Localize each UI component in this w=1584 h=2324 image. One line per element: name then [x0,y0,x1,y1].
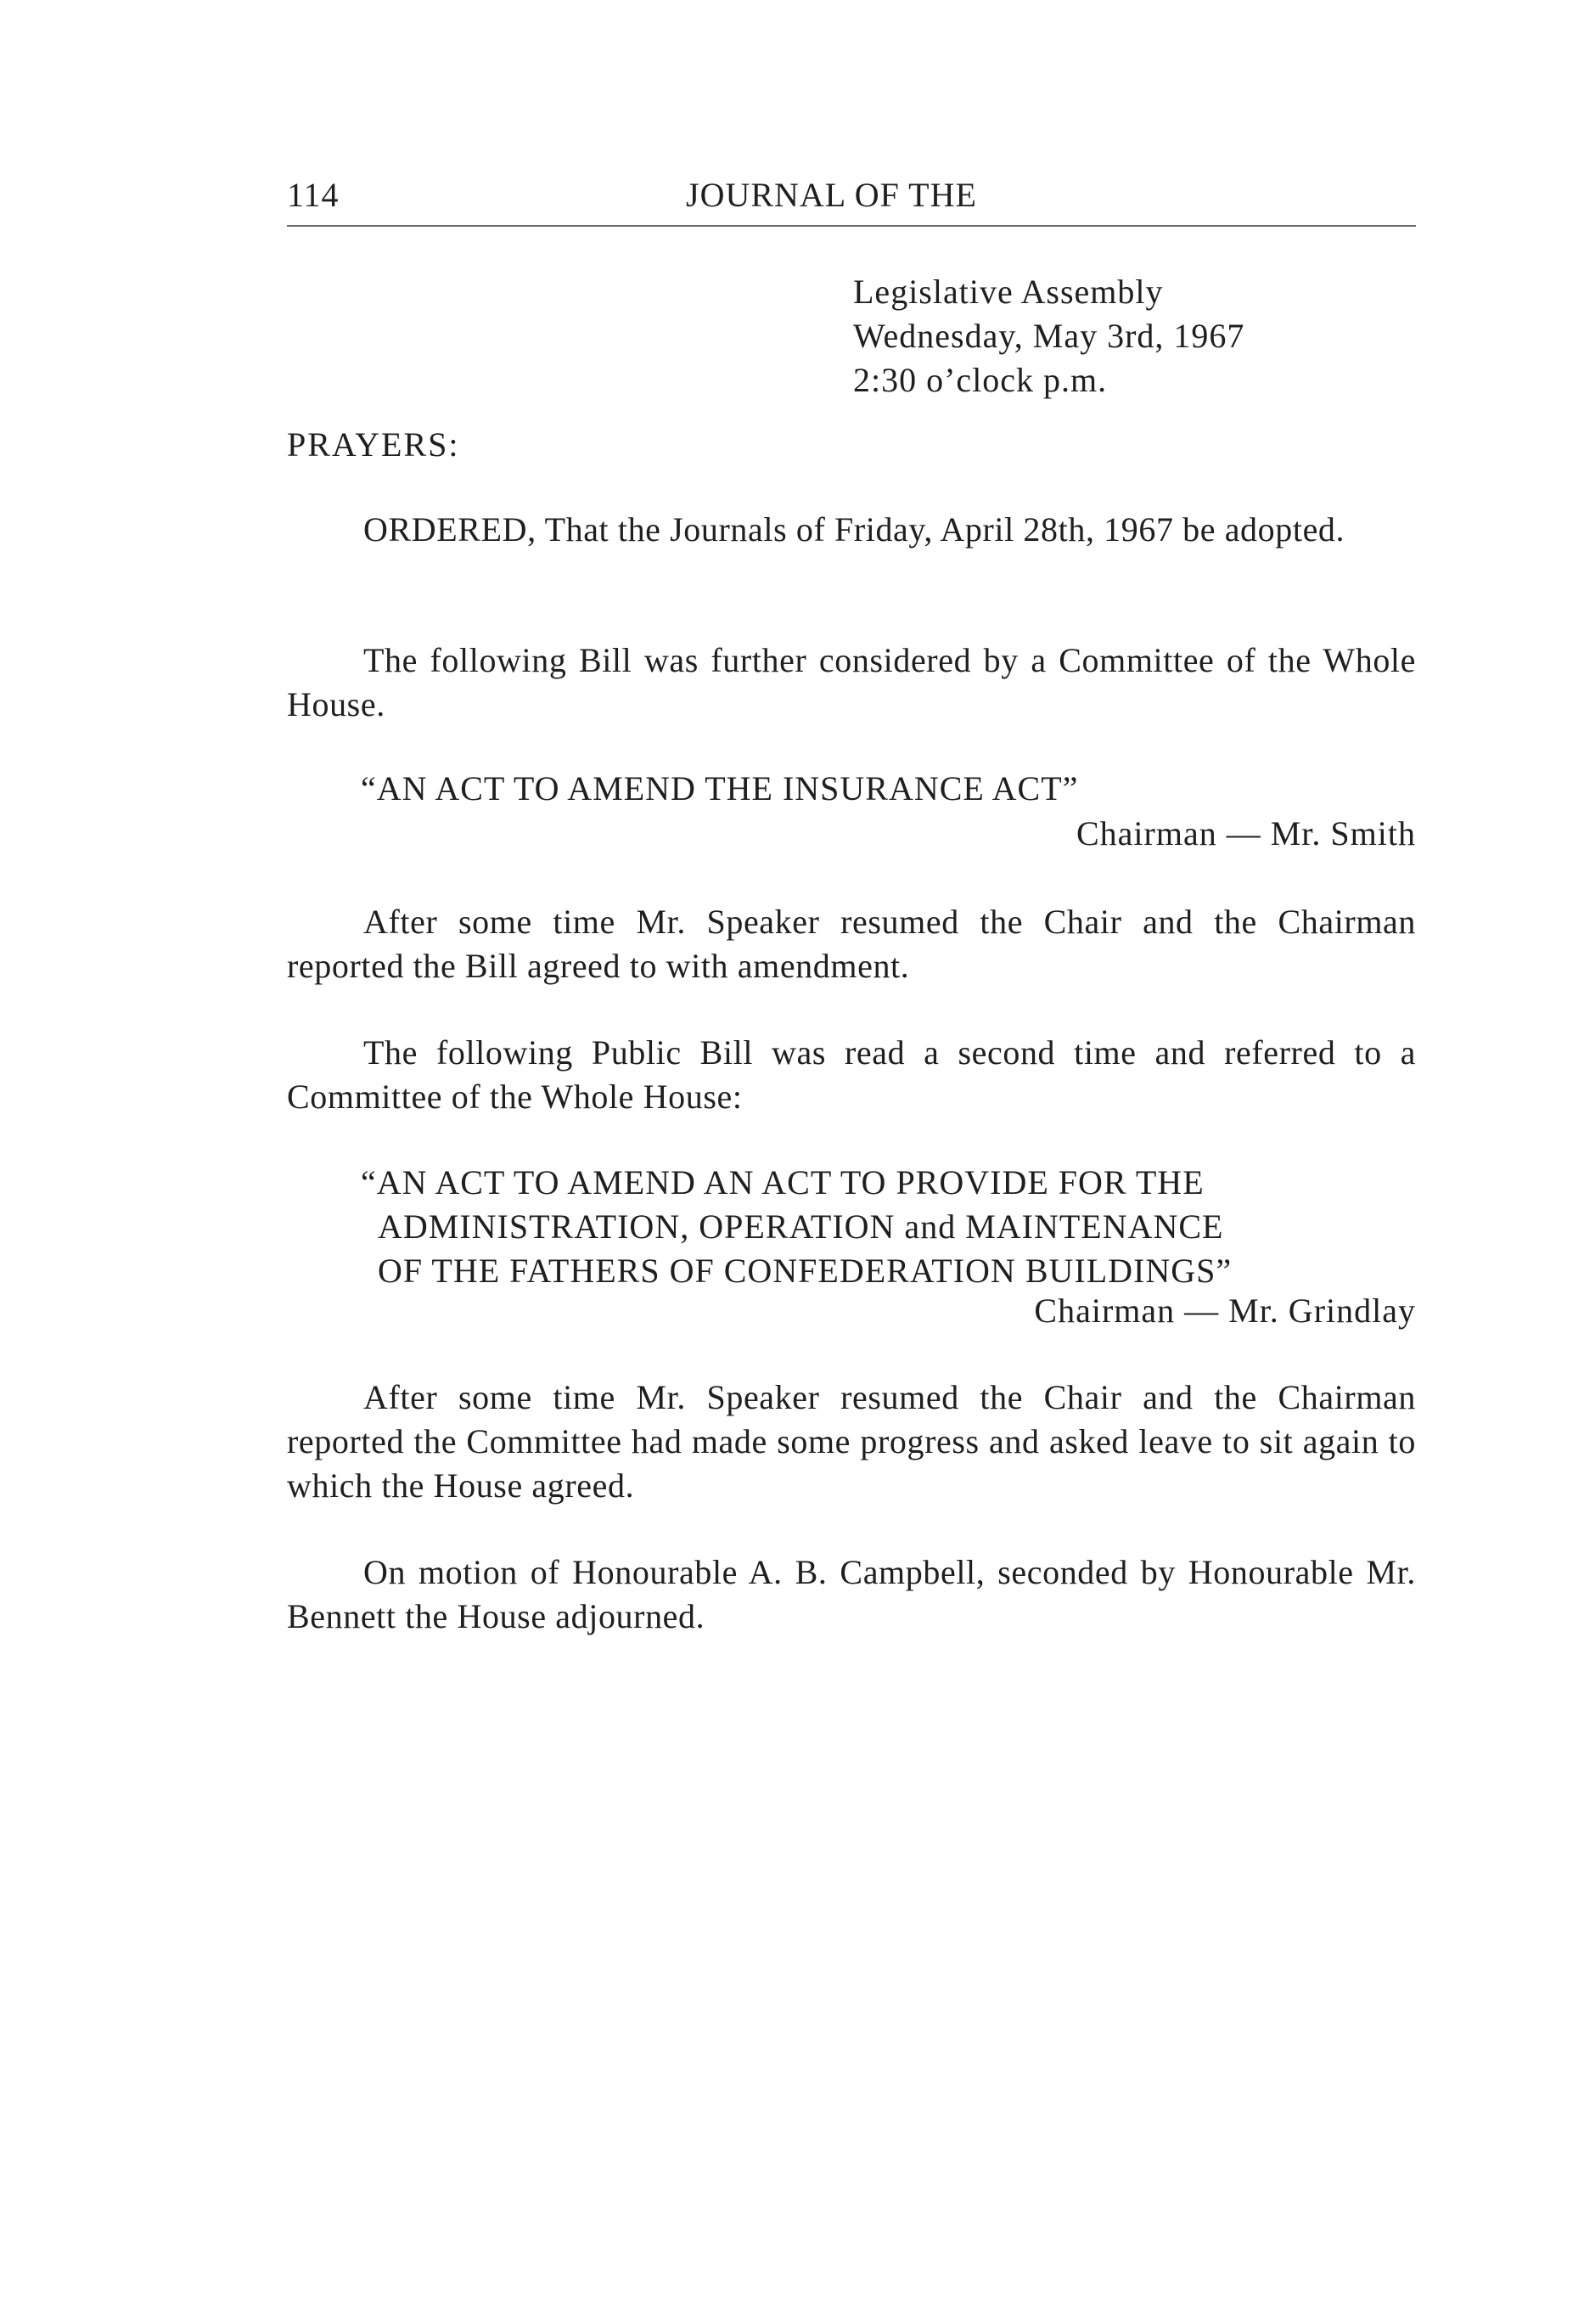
prayers-heading: PRAYERS: [287,425,460,464]
bill-title-fathers-of-confederation [361,1161,1416,1293]
bill-chairman-smith: Chairman — Mr. Smith [1076,814,1416,853]
second-reading-paragraph: The following Public Bill was read a second time and referred to a Committee of the Whole House: [287,1033,1416,1116]
page-number: 114 [287,176,340,214]
running-head: JOURNAL OF THE [686,176,977,214]
bill-title-line-2: ADMINISTRATION, OPERATION and MAINTENANCE [378,1207,1224,1246]
dateline [853,270,1244,402]
committee-intro-paragraph: The following Bill was further considered by a Committee of the Whole House. [287,641,1416,723]
header-rule [287,225,1416,227]
bill-title-line-3: OF THE FATHERS OF CONFEDERATION BUILDINGS” [378,1252,1233,1290]
bill-title-insurance-act: “AN ACT TO AMEND THE INSURANCE ACT” [361,769,1079,807]
ordered-paragraph: ORDERED, That the Journals of Friday, April 28th, 1967 be adopted. [363,510,1345,549]
dateline-assembly: Legislative Assembly [853,273,1164,311]
after-paragraph-2: After some time Mr. Speaker resumed the Chair and the Chairman reported the Committee had made some progress and asked leave to sit again to which the House agreed. [287,1378,1416,1505]
bill-title-line-1: “AN ACT TO AMEND AN ACT TO PROVIDE FOR THE [361,1163,1205,1201]
page-header [287,166,1416,217]
after-paragraph-1: After some time Mr. Speaker resumed the Chair and the Chairman reported the Bill agreed to with amendment. [287,903,1416,985]
dateline-date: Wednesday, May 3rd, 1967 [853,317,1245,355]
adjournment-paragraph: On motion of Honourable A. B. Campbell, seconded by Honourable Mr. Bennett the House adjourned. [287,1553,1416,1635]
dateline-time: 2:30 o’clock p.m. [853,361,1108,399]
bill-chairman-grindlay: Chairman — Mr. Grindlay [1034,1291,1416,1330]
